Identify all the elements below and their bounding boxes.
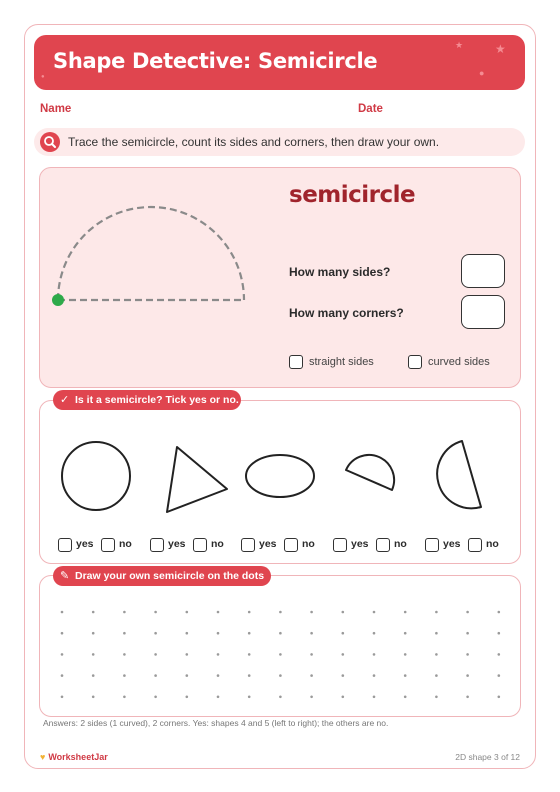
yes-label: yes [443, 538, 461, 550]
grid-dot [310, 674, 313, 677]
page-title: Shape Detective: Semicircle [53, 49, 378, 73]
grid-dot [186, 696, 189, 699]
identify-title: Is it a semicircle? Tick yes or no. [75, 394, 239, 406]
grid-dot [279, 653, 282, 656]
grid-dot [435, 632, 438, 635]
grid-dot [186, 632, 189, 635]
grid-dot [154, 696, 157, 699]
grid-dot [248, 696, 251, 699]
grid-dot [92, 611, 95, 614]
page-number: 2D shape 3 of 12 [455, 752, 520, 762]
grid-dot [248, 674, 251, 677]
grid-dot [279, 696, 282, 699]
grid-dot [217, 696, 220, 699]
grid-dot [342, 611, 345, 614]
dot-decoration-icon: ● [41, 74, 45, 80]
grid-dot [279, 632, 282, 635]
grid-dot [279, 674, 282, 677]
grid-dot [498, 632, 501, 635]
grid-dot [310, 611, 313, 614]
grid-dot [154, 674, 157, 677]
name-label: Name [40, 103, 72, 115]
brand-name: WorksheetJar [48, 752, 108, 762]
pencil-icon: ✎ [60, 570, 70, 582]
star-decoration-icon: ★ [455, 40, 464, 50]
grid-dot [123, 653, 126, 656]
grid-dot [123, 674, 126, 677]
grid-dot [154, 632, 157, 635]
grid-dot [466, 611, 469, 614]
grid-dot [310, 696, 313, 699]
grid-dot [186, 653, 189, 656]
grid-dot [217, 632, 220, 635]
instruction-text: Trace the semicircle, count its sides and corners, then draw your own. [68, 135, 440, 149]
grid-dot [248, 653, 251, 656]
grid-dot [61, 674, 64, 677]
grid-dot [92, 696, 95, 699]
yes-label: yes [351, 538, 369, 550]
grid-dot [373, 653, 376, 656]
grid-dot [92, 632, 95, 635]
grid-dot [466, 696, 469, 699]
curved-sides-label: curved sides [428, 356, 490, 368]
grid-dot [435, 674, 438, 677]
grid-dot [435, 653, 438, 656]
yes-label: yes [259, 538, 277, 550]
straight-sides-label: straight sides [309, 356, 374, 368]
grid-dot [404, 632, 407, 635]
yes-label: yes [168, 538, 186, 550]
grid-dot [186, 611, 189, 614]
grid-dot [310, 632, 313, 635]
no-label: no [394, 538, 407, 550]
grid-dot [123, 611, 126, 614]
draw-title: Draw your own semicircle on the dots [75, 570, 265, 582]
grid-dot [342, 674, 345, 677]
grid-dot [342, 632, 345, 635]
grid-dot [279, 611, 282, 614]
grid-dot [404, 674, 407, 677]
grid-dot [186, 674, 189, 677]
grid-dot [373, 632, 376, 635]
grid-dot [498, 674, 501, 677]
grid-dot [373, 696, 376, 699]
grid-dot [435, 696, 438, 699]
no-label: no [119, 538, 132, 550]
corners-question: How many corners? [289, 306, 404, 320]
no-label: no [486, 538, 499, 550]
grid-dot [342, 696, 345, 699]
shape-word: semicircle [289, 182, 416, 208]
grid-dot [92, 674, 95, 677]
grid-dot [498, 653, 501, 656]
grid-dot [498, 611, 501, 614]
grid-dot [404, 696, 407, 699]
grid-dot [310, 653, 313, 656]
grid-dot [61, 696, 64, 699]
grid-dot [373, 674, 376, 677]
yes-label: yes [76, 538, 94, 550]
grid-dot [217, 674, 220, 677]
brand-logo [40, 752, 108, 762]
grid-dot [466, 653, 469, 656]
checkmark-icon: ✓ [60, 394, 70, 406]
grid-dot [154, 653, 157, 656]
grid-dot [92, 653, 95, 656]
grid-dot [61, 632, 64, 635]
grid-dot [466, 674, 469, 677]
answer-key: Answers: 2 sides (1 curved), 2 corners. Yes: shapes 4 and 5 (left to right); the others are no. [43, 718, 389, 728]
grid-dot [248, 632, 251, 635]
grid-dot [404, 611, 407, 614]
grid-dot [123, 632, 126, 635]
grid-dot [217, 611, 220, 614]
grid-dot [61, 611, 64, 614]
no-label: no [211, 538, 224, 550]
grid-dot [154, 611, 157, 614]
grid-dot [466, 632, 469, 635]
star-decoration-icon: ★ [495, 42, 506, 56]
grid-dot [61, 653, 64, 656]
grid-dot [217, 653, 220, 656]
sides-question: How many sides? [289, 265, 391, 279]
grid-dot [498, 696, 501, 699]
date-label: Date [358, 103, 383, 115]
grid-dot [123, 696, 126, 699]
grid-dot [435, 611, 438, 614]
grid-dot [248, 611, 251, 614]
no-label: no [302, 538, 315, 550]
heart-icon: ♥ [40, 752, 46, 762]
grid-dot [404, 653, 407, 656]
dot-decoration-icon: ● [479, 68, 485, 78]
grid-dot [373, 611, 376, 614]
grid-dot [342, 653, 345, 656]
